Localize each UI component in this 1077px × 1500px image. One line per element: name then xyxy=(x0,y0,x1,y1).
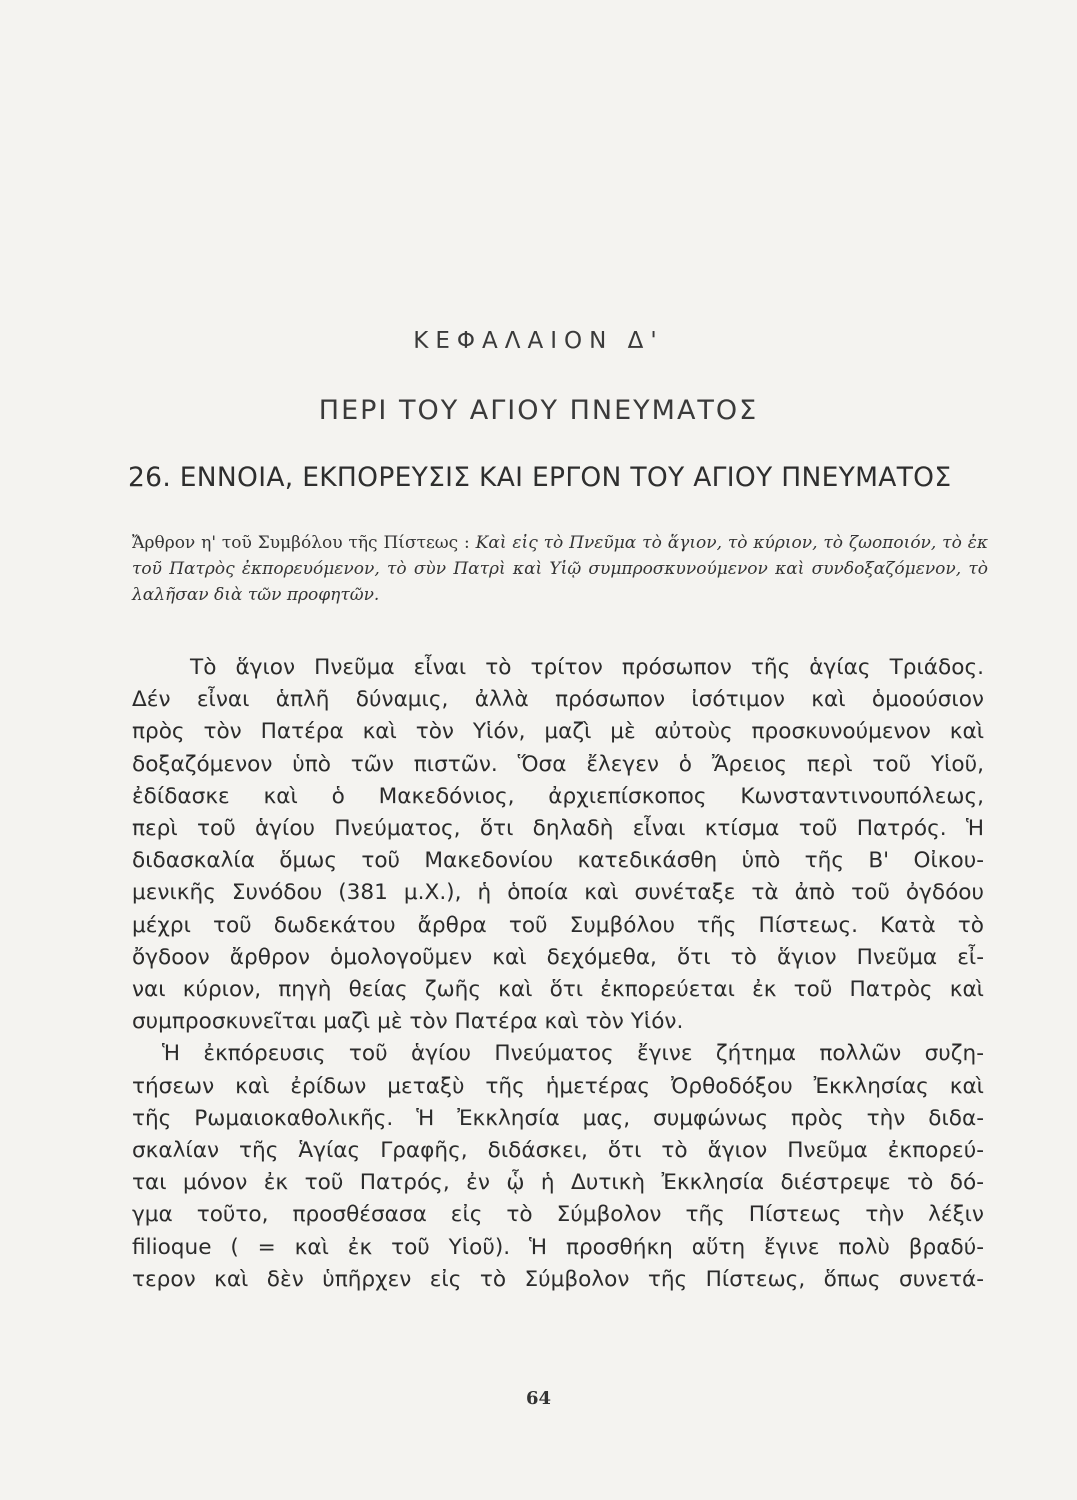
chapter-title: ΠΕΡΙ ΤΟΥ ΑΓΙΟΥ ΠΝΕΥΜΑΤΟΣ xyxy=(318,395,759,426)
page-number: 64 xyxy=(525,1388,552,1409)
section-title: 26. ΕΝΝΟΙΑ, ΕΚΠΟΡΕΥΣΙΣ ΚΑΙ ΕΡΓΟΝ ΤΟΥ ΑΓΙΟΥ ΠΝΕΥΜΑΤΟΣ xyxy=(128,462,952,493)
paragraph-line: ἐδίδασκε καὶ ὁ Μακεδόνιος, ἀρχιεπίσκοπος Κωνσταντινουπόλεως, xyxy=(132,783,984,809)
paragraph-line: ὄγδοον ἄρθρον ὁμολογοῦμεν καὶ δεχόμεθα, ὅτι τὸ ἅγιον Πνεῦμα εἶ- xyxy=(132,944,984,970)
paragraph-line: σκαλίαν τῆς Ἁγίας Γραφῆς, διδάσκει, ὅτι τὸ ἅγιον Πνεῦμα ἐκπορεύ- xyxy=(132,1138,984,1164)
paragraph-line: δοξαζόμενον ὑπὸ τῶν πιστῶν. Ὅσα ἔλεγεν ὁ Ἄρειος περὶ τοῦ Υἱοῦ, xyxy=(132,751,984,777)
creed-reference: Ἄρθρον η' τοῦ Συμβόλου τῆς Πίστεως : xyxy=(132,533,470,553)
paragraph-1 xyxy=(132,652,984,1038)
paragraph-line: μενικῆς Συνόδου (381 μ.Χ.), ἡ ὁποία καὶ συνέταξε τὰ ἀπὸ τοῦ ὀγδόου xyxy=(132,880,984,906)
paragraph-line: Δέν εἶναι ἁπλῆ δύναμις, ἀλλὰ πρόσωπον ἰσότιμον καὶ ὁμοούσιον xyxy=(132,687,984,713)
paragraph-line: Τὸ ἅγιον Πνεῦμα εἶναι τὸ τρίτον πρόσωπον τῆς ἁγίας Τριάδος. xyxy=(190,655,984,680)
paragraph-2 xyxy=(132,1038,984,1296)
body-text xyxy=(132,652,984,1296)
paragraph-line: ται μόνον ἐκ τοῦ Πατρός, ἐν ᾧ ἡ Δυτικὴ Ἐκκλησία διέστρεψε τὸ δό- xyxy=(132,1170,984,1196)
paragraph-line: περὶ τοῦ ἁγίου Πνεύματος, ὅτι δηλαδὴ εἶναι κτίσμα τοῦ Πατρός. Ἡ xyxy=(132,816,984,842)
paragraph-line: γμα τοῦτο, προσθέσασα εἰς τὸ Σύμβολον τῆς Πίστεως τὴν λέξιν xyxy=(132,1202,984,1228)
paragraph-line: μέχρι τοῦ δωδεκάτου ἄρθρα τοῦ Συμβόλου τῆς Πίστεως. Κατὰ τὸ xyxy=(132,912,984,938)
paragraph-line: ναι κύριον, πηγὴ θείας ζωῆς καὶ ὅτι ἐκπορεύεται ἐκ τοῦ Πατρὸς καὶ xyxy=(132,977,984,1003)
paragraph-line: συμπροσκυνεῖται μαζὶ μὲ τὸν Πατέρα καὶ τὸν Υἱόν. xyxy=(132,1009,684,1035)
paragraph-line: Ἡ ἐκπόρευσις τοῦ ἁγίου Πνεύματος ἔγινε ζήτημα πολλῶν συζη- xyxy=(162,1041,984,1067)
paragraph-line: τήσεων καὶ ἐρίδων μεταξὺ τῆς ἡμετέρας Ὀρθοδόξου Ἐκκλησίας καὶ xyxy=(132,1073,984,1099)
paragraph-line: διδασκαλία ὅμως τοῦ Μακεδονίου κατεδικάσθη ὑπὸ τῆς Β' Οἰκου- xyxy=(132,848,984,874)
paragraph-line: τερον καὶ δὲν ὑπῆρχεν εἰς τὸ Σύμβολον τῆς Πίστεως, ὅπως συνετά- xyxy=(132,1266,984,1292)
paragraph-line: πρὸς τὸν Πατέρα καὶ τὸν Υἱόν, μαζὶ μὲ αὐτοὺς προσκυνούμενον καὶ xyxy=(132,719,984,745)
chapter-label: ΚΕΦΑΛΑΙΟΝ Δ' xyxy=(413,328,664,354)
paragraph-line: τῆς Ρωμαιοκαθολικῆς. Ἡ Ἐκκλησία μας, συμφώνως πρὸς τὴν διδα- xyxy=(132,1105,984,1131)
paragraph-line: filioque ( = καὶ ἐκ τοῦ Υἱοῦ). Ἡ προσθήκη αὕτη ἔγινε πολὺ βραδύ- xyxy=(132,1234,984,1260)
creed-epigraph xyxy=(132,530,988,608)
creed-quote: Καὶ εἰς τὸ Πνεῦμα τὸ ἅγιον, τὸ κύριον, τὸ ζωοποιόν, τὸ ἐκ τοῦ Πατρὸς ἐκπορευόμενον, τὸ σὺν Πατρὶ καὶ Υἱῷ συμπροσκυνούμενον καὶ συνδοξαζόμενον, τὸ λαλῆσαν διὰ τῶν προφητῶν. xyxy=(132,533,988,605)
